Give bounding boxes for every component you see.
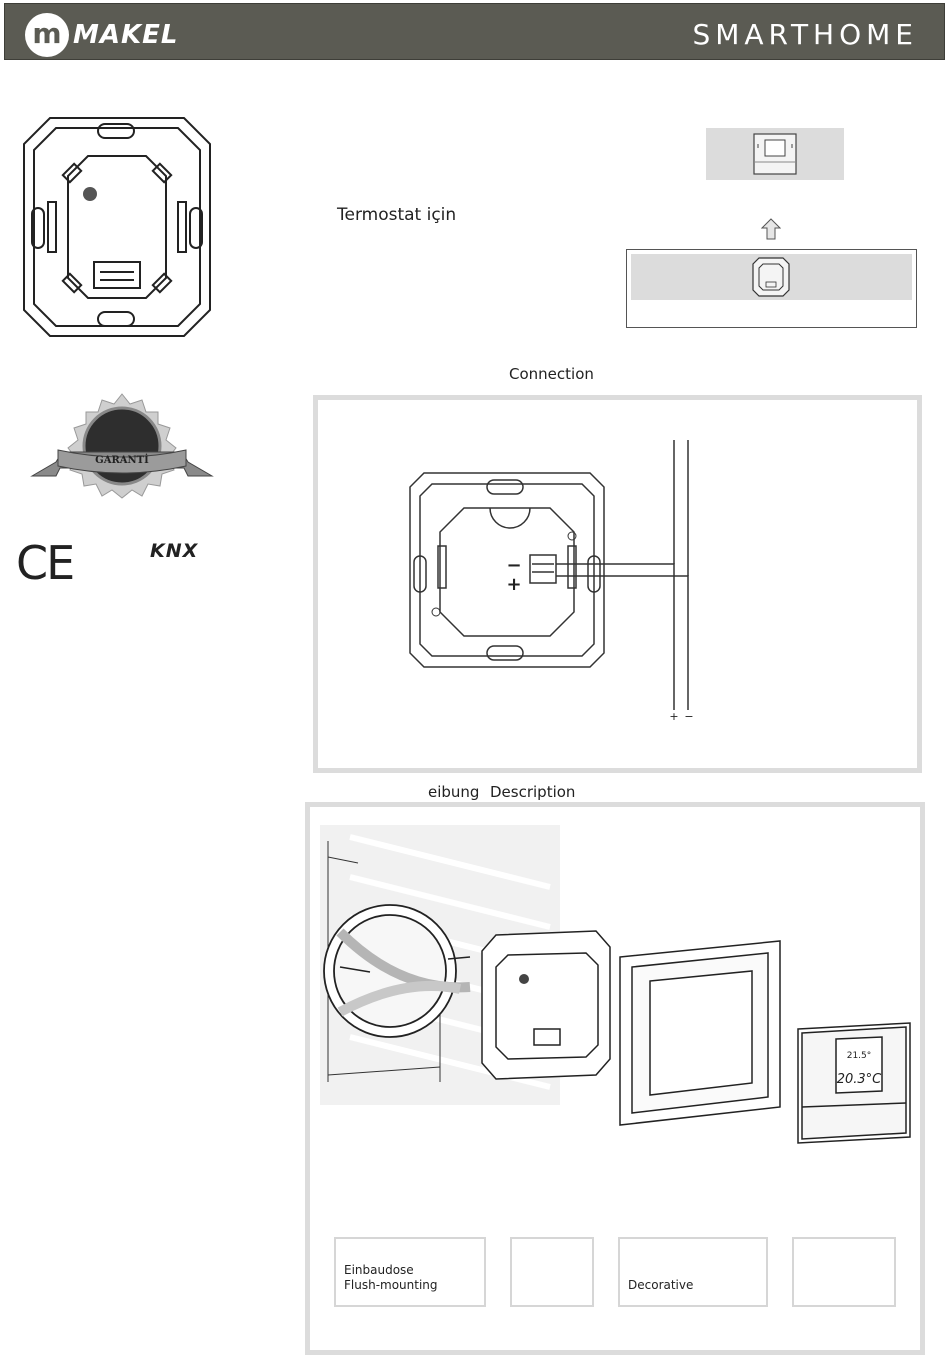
ce-mark: CE (16, 536, 74, 590)
display-temperature: 20.3°C (836, 1072, 882, 1087)
insert-thumbnail-frame (626, 249, 917, 328)
bus-minus-label: − (684, 710, 694, 723)
wiring-diagram (318, 400, 917, 768)
thermostat-thumbnail-box (706, 128, 844, 180)
caption-frame-line2: Decorative (628, 1278, 694, 1292)
description-title-de: eibung (428, 783, 480, 801)
thermostat-thumbnail-icon (752, 132, 798, 176)
connection-panel (313, 395, 922, 773)
terminal-minus-label: − (506, 555, 522, 576)
product-title: Termostat için (337, 205, 457, 225)
insert-thumbnail-icon (751, 256, 791, 298)
bus-plus-label: + (669, 710, 679, 723)
product-line: SMARTHOME (692, 18, 918, 51)
caption-frame (618, 1237, 768, 1307)
warranty-seal (28, 392, 216, 500)
insert-thumbnail-box (631, 254, 912, 300)
display-setpoint: 21.5° (846, 1051, 872, 1061)
terminal-plus-label: + (506, 574, 522, 595)
knx-logo: KNX (150, 540, 199, 562)
description-panel (305, 802, 925, 1355)
garanti-text: GARANTİ (95, 455, 149, 466)
insert-product-image (18, 112, 216, 342)
caption-flush-box (334, 1237, 486, 1307)
arrow-up-icon (761, 218, 781, 240)
caption-thermostat (792, 1237, 896, 1307)
logo-mark: m (25, 13, 69, 57)
brand-name: MAKEL (73, 20, 179, 50)
caption-flush-box-line2: Flush-mounting (344, 1278, 438, 1292)
caption-flush-box-line1: Einbaudose (344, 1263, 414, 1277)
connection-title: Connection (509, 365, 594, 383)
header-bar (4, 3, 945, 60)
makel-logo (25, 13, 178, 57)
exploded-assembly-diagram (310, 807, 920, 1157)
description-title-en: Description (490, 783, 576, 801)
caption-insert (510, 1237, 594, 1307)
